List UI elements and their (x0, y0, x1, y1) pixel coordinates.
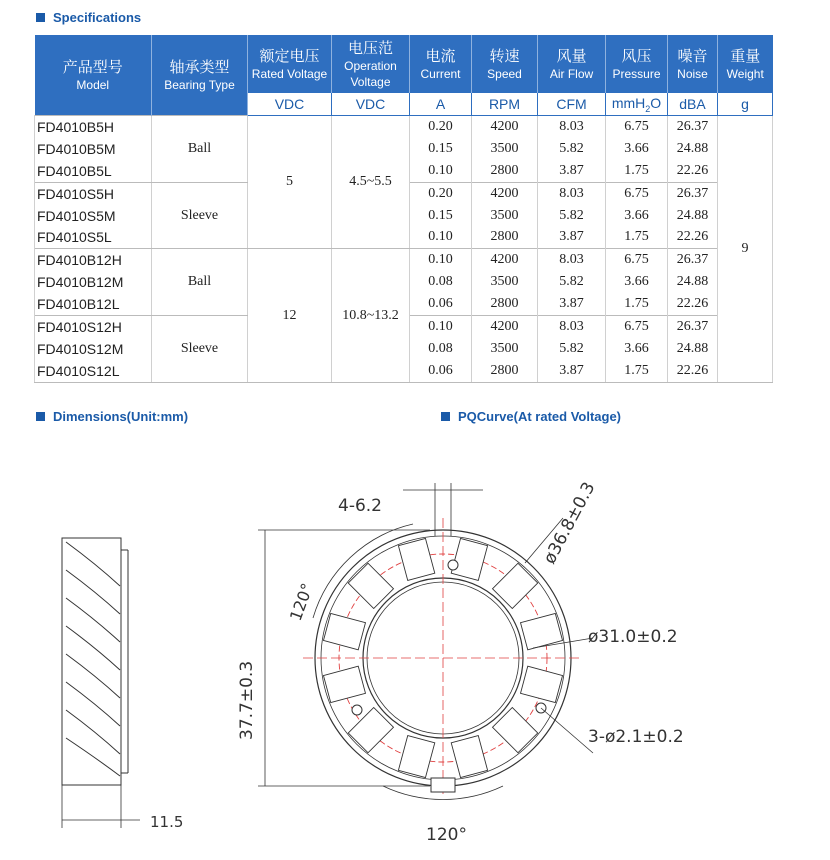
speed-cell: 4200 (472, 249, 538, 271)
model-cell: FD4010B12L (35, 293, 152, 315)
model-cell: FD4010B5H (35, 116, 152, 138)
model-cell: FD4010S5L (35, 226, 152, 248)
airflow-cell: 8.03 (538, 316, 606, 338)
speed-cell: 3500 (472, 271, 538, 293)
pressure-cell: 1.75 (606, 293, 668, 315)
airflow-cell: 5.82 (538, 138, 606, 160)
model-cell: FD4010B12M (35, 271, 152, 293)
unit-cell: A (410, 93, 472, 116)
speed-cell: 4200 (472, 116, 538, 138)
current-cell: 0.10 (410, 160, 472, 182)
current-cell: 0.20 (410, 116, 472, 138)
fan-front-view (303, 483, 593, 800)
noise-cell: 22.26 (668, 293, 718, 315)
pressure-cell: 6.75 (606, 182, 668, 204)
header-model: 产品型号 Model (35, 35, 152, 116)
noise-cell: 26.37 (668, 116, 718, 138)
pressure-cell: 3.66 (606, 338, 668, 360)
airflow-cell: 8.03 (538, 116, 606, 138)
bearing-cell: Sleeve (152, 316, 248, 383)
pq-curve-title: PQCurve(At rated Voltage) (458, 409, 622, 424)
airflow-cell: 8.03 (538, 182, 606, 204)
pressure-cell: 1.75 (606, 360, 668, 382)
model-cell: FD4010S12M (35, 338, 152, 360)
header-noise: 噪音 Noise (668, 35, 718, 93)
airflow-cell: 8.03 (538, 249, 606, 271)
header-rated-voltage: 额定电压 Rated Voltage (248, 35, 332, 93)
airflow-cell: 3.87 (538, 160, 606, 182)
top-angle-label: 120° (285, 580, 317, 624)
speed-cell: 3500 (472, 338, 538, 360)
pressure-cell: 6.75 (606, 116, 668, 138)
noise-cell: 22.26 (668, 360, 718, 382)
current-cell: 0.10 (410, 226, 472, 248)
table-row (35, 116, 773, 138)
model-cell: FD4010S12H (35, 316, 152, 338)
model-cell: FD4010B12H (35, 249, 152, 271)
current-cell: 0.08 (410, 338, 472, 360)
bearing-cell: Ball (152, 116, 248, 183)
bearing-cell: Sleeve (152, 182, 248, 249)
weight-cell: 9 (718, 116, 773, 383)
speed-cell: 3500 (472, 205, 538, 227)
mount-holes-label: 3-ø2.1±0.2 (588, 727, 684, 747)
height-label: 37.7±0.3 (237, 660, 257, 740)
unit-cell: dBA (668, 93, 718, 116)
dimensions-heading (36, 409, 188, 424)
noise-cell: 26.37 (668, 316, 718, 338)
pressure-cell: 3.66 (606, 271, 668, 293)
header-weight: 重量 Weight (718, 35, 773, 93)
airflow-cell: 3.87 (538, 360, 606, 382)
fan-side-view (62, 538, 140, 828)
bullet-square-icon (36, 412, 45, 421)
header-pressure: 风压 Pressure (606, 35, 668, 93)
speed-cell: 2800 (472, 360, 538, 382)
pressure-cell: 1.75 (606, 226, 668, 248)
voltage-range-cell: 10.8~13.2 (332, 249, 410, 382)
bullet-square-icon (36, 13, 45, 22)
pressure-cell: 3.66 (606, 138, 668, 160)
unit-cell: VDC (332, 93, 410, 116)
specifications-heading (36, 10, 141, 25)
current-cell: 0.06 (410, 293, 472, 315)
noise-cell: 24.88 (668, 205, 718, 227)
pressure-cell: 6.75 (606, 316, 668, 338)
model-cell: FD4010B5L (35, 160, 152, 182)
header-air-flow: 风量 Air Flow (538, 35, 606, 93)
unit-cell: mmH$_2$O (606, 93, 668, 116)
noise-cell: 22.26 (668, 160, 718, 182)
header-bearing: 轴承类型 Bearing Type (152, 35, 248, 116)
rated-voltage-cell: 5 (248, 116, 332, 249)
header-current: 电流 Current (410, 35, 472, 93)
bottom-angle-label: 120° (426, 825, 467, 845)
unit-cell: CFM (538, 93, 606, 116)
airflow-cell: 5.82 (538, 338, 606, 360)
bearing-cell: Ball (152, 249, 248, 316)
speed-cell: 3500 (472, 138, 538, 160)
current-cell: 0.15 (410, 138, 472, 160)
noise-cell: 26.37 (668, 249, 718, 271)
holes-spacing-label: 4-6.2 (338, 496, 382, 516)
unit-cell: g (718, 93, 773, 116)
noise-cell: 26.37 (668, 182, 718, 204)
dimensions-title: Dimensions(Unit:mm) (53, 409, 189, 424)
model-cell: FD4010S5M (35, 205, 152, 227)
side-thickness-label: 11.5 (150, 813, 184, 831)
speed-cell: 2800 (472, 160, 538, 182)
current-cell: 0.10 (410, 249, 472, 271)
speed-cell: 4200 (472, 182, 538, 204)
voltage-range-cell: 4.5~5.5 (332, 116, 410, 249)
table-row (35, 249, 773, 271)
bullet-square-icon (441, 412, 450, 421)
pq-curve-heading (441, 409, 621, 424)
pressure-cell: 3.66 (606, 205, 668, 227)
unit-cell: RPM (472, 93, 538, 116)
rated-voltage-cell: 12 (248, 249, 332, 382)
speed-cell: 2800 (472, 293, 538, 315)
noise-cell: 24.88 (668, 138, 718, 160)
header-operation-voltage: 电压范 Operation Voltage (332, 35, 410, 93)
model-cell: FD4010B5M (35, 138, 152, 160)
dimension-drawing (0, 430, 830, 860)
current-cell: 0.10 (410, 316, 472, 338)
noise-cell: 24.88 (668, 338, 718, 360)
current-cell: 0.15 (410, 205, 472, 227)
current-cell: 0.08 (410, 271, 472, 293)
pressure-cell: 6.75 (606, 249, 668, 271)
current-cell: 0.06 (410, 360, 472, 382)
pressure-cell: 1.75 (606, 160, 668, 182)
airflow-cell: 5.82 (538, 271, 606, 293)
inner-diameter-label: ø31.0±0.2 (588, 627, 678, 647)
airflow-cell: 5.82 (538, 205, 606, 227)
outer-diameter-label: ø36.8±0.3 (539, 478, 600, 568)
speed-cell: 4200 (472, 316, 538, 338)
specifications-table (34, 35, 773, 383)
airflow-cell: 3.87 (538, 226, 606, 248)
noise-cell: 24.88 (668, 271, 718, 293)
header-row (35, 35, 773, 93)
model-cell: FD4010S12L (35, 360, 152, 382)
header-speed: 转速 Speed (472, 35, 538, 93)
unit-cell: VDC (248, 93, 332, 116)
specifications-title: Specifications (53, 10, 142, 25)
speed-cell: 2800 (472, 226, 538, 248)
noise-cell: 22.26 (668, 226, 718, 248)
airflow-cell: 3.87 (538, 293, 606, 315)
current-cell: 0.20 (410, 182, 472, 204)
model-cell: FD4010S5H (35, 182, 152, 204)
